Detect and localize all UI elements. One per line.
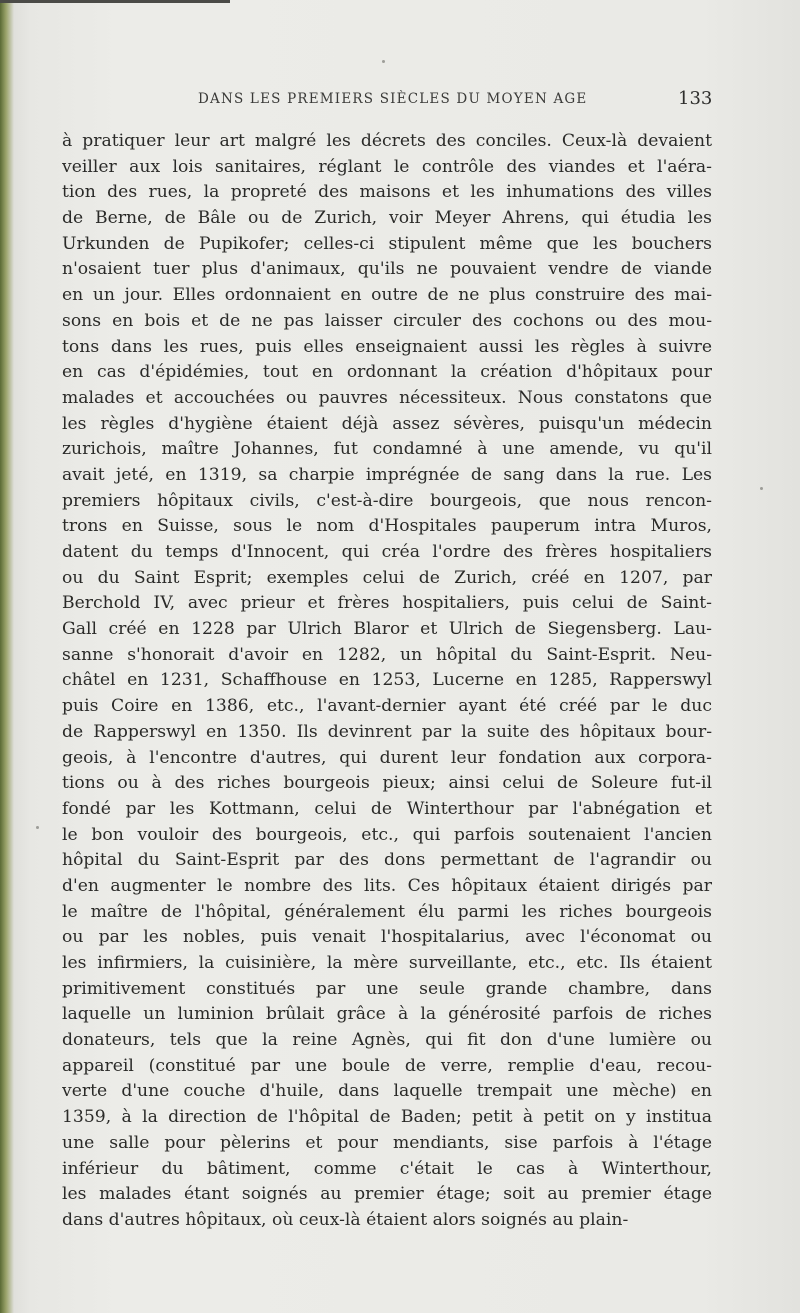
text-line: les infirmiers, la cuisinière, la mère surveillante, etc., etc. Ils étaient [62,953,712,973]
text-line: trons en Suisse, sous le nom d'Hospitales pauperum intra Muros, [62,516,712,537]
text-line: de Berne, de Bâle ou de Zurich, voir Meyer Ahrens, qui étudia les [62,208,712,229]
text-line: à pratiquer leur art malgré les décrets des conciles. Ceux-là devaient [62,131,712,151]
text-line: d'en augmenter le nombre des lits. Ces hôpitaux étaient dirigés par [62,875,712,896]
text-line: geois, à l'encontre d'autres, qui durent leur fondation aux corpora- [62,747,712,768]
text-line: 1359, à la direction de l'hôpital de Baden; petit à petit on y institua [62,1107,712,1128]
text-line: Urkunden de Pupikofer; celles-ci stipulent même que les bouchers [62,233,712,254]
text-line: n'osaient tuer plus d'animaux, qu'ils ne pouvaient vendre de viande [62,259,712,280]
text-line: les règles d'hygiène étaient déjà assez sévères, puisqu'un médecin [62,413,712,434]
text-line: une salle pour pèlerins et pour mendiants, sise parfois à l'étage [62,1132,712,1153]
text-line: le bon vouloir des bourgeois, etc., qui parfois soutenaient l'ancien [62,824,712,845]
text-line: zurichois, maître Johannes, fut condamné à une amende, vu qu'il [62,439,712,460]
text-line: hôpital du Saint-Esprit par des dons permettant de l'agrandir ou [62,850,712,871]
text-line: primitivement constitués par une seule grande chambre, dans [62,978,712,999]
text-line: donateurs, tels que la reine Agnès, qui fit don d'une lumière ou [62,1030,712,1051]
text-line: tion des rues, la propreté des maisons et les inhumations des villes [62,182,712,203]
top-rule [0,0,230,3]
text-line: ou par les nobles, puis venait l'hospitalarius, avec l'économat ou [62,927,712,948]
page-gutter-shadow [0,0,14,1313]
text-line: fondé par les Kottmann, celui de Winterthour par l'abnégation et [62,798,712,819]
text-line: avait jeté, en 1319, sa charpie imprégnée de sang dans la rue. Les [62,464,712,485]
text-line: Berchold IV, avec prieur et frères hospitaliers, puis celui de Saint- [62,593,712,614]
text-line: puis Coire en 1386, etc., l'avant-dernier ayant été créé par le duc [62,696,712,717]
text-line: châtel en 1231, Schaffhouse en 1253, Lucerne en 1285, Rapperswyl [62,670,712,691]
text-line: veiller aux lois sanitaires, réglant le contrôle des viandes et l'aéra- [62,156,712,177]
text-line: inférieur du bâtiment, comme c'était le cas à Winterthour, [62,1158,712,1179]
page-header [0,88,800,115]
text-line: verte d'une couche d'huile, dans laquelle trempait une mèche) en [62,1081,712,1102]
text-line: sons en bois et de ne pas laisser circuler des cochons ou des mou- [62,310,712,331]
text-line: malades et accouchées ou pauvres nécessiteux. Nous constatons que [62,387,712,408]
text-line: laquelle un luminion brûlait grâce à la générosité parfois de riches [62,1004,712,1025]
page-number: 133 [678,88,713,109]
text-line: en cas d'épidémies, tout en ordonnant la création d'hôpitaux pour [62,362,712,383]
text-line: de Rapperswyl en 1350. Ils devinrent par la suite des hôpitaux bour- [62,721,712,742]
text-line: ou du Saint Esprit; exemples celui de Zurich, créé en 1207, par [62,567,712,588]
running-head: DANS LES PREMIERS SIÈCLES DU MOYEN AGE [198,91,588,107]
body-text [62,129,712,1234]
text-line: datent du temps d'Innocent, qui créa l'ordre des frères hospitaliers [62,542,712,562]
text-line: le maître de l'hôpital, généralement élu parmi les riches bourgeois [62,901,712,922]
text-line: en un jour. Elles ordonnaient en outre de ne plus construire des mai- [62,285,712,306]
text-line: dans d'autres hôpitaux, où ceux-là étaient alors soignés au plain- [62,1209,629,1230]
text-line: Gall créé en 1228 par Ulrich Blaror et Ulrich de Siegensberg. Lau- [62,619,712,640]
text-line: tons dans les rues, puis elles enseignaient aussi les règles à suivre [62,336,712,357]
text-line: appareil (constitué par une boule de verre, remplie d'eau, recou- [62,1055,712,1076]
text-line: premiers hôpitaux civils, c'est-à-dire bourgeois, que nous rencon- [62,490,712,511]
text-line: sanne s'honorait d'avoir en 1282, un hôpital du Saint-Esprit. Neu- [62,644,712,665]
text-line: les malades étant soignés au premier étage; soit au premier étage [62,1184,712,1205]
text-line: tions ou à des riches bourgeois pieux; ainsi celui de Soleure fut-il [62,773,712,794]
